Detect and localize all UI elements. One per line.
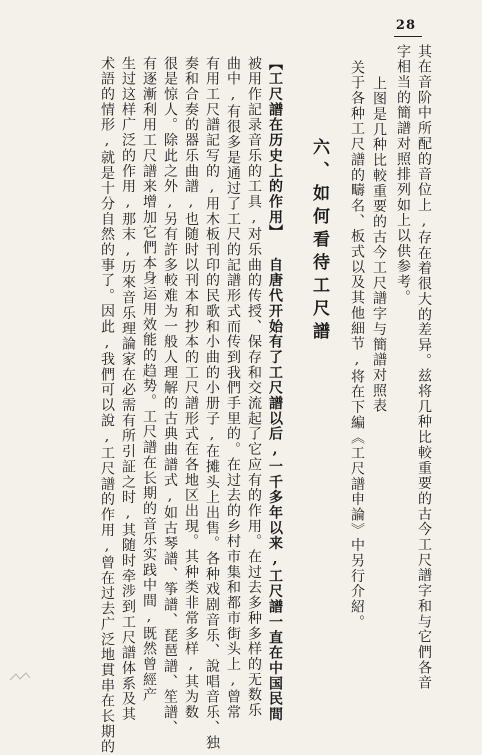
- text-column-1: 其在音阶中所配的音位上,存在着很大的差异。兹将几种比較重要的古今工尺譜字和与它們各音: [416, 44, 432, 691]
- section-heading: 六、如何看待工尺譜: [309, 138, 329, 345]
- text-column-6: 被用作記录音乐的工具,对乐曲的传授、保存和交流起了它应有的作用。在过去多种多样的无数乐: [246, 56, 262, 719]
- text-column-10: 很是惊人。除此之外,另有許多較难为一般人理解的古典曲譜式,如古琴譜、筝譜、琵琶譜、笙譜、: [162, 56, 178, 736]
- margin-ink-mark: [8, 670, 32, 684]
- text-column-13: 术語的情形,就是十分自然的事了。因此,我們可以說,工尺譜的作用,曾在过去广泛地貫串在长期的: [99, 56, 115, 755]
- text-column-2: 字相当的簡譜对照排列如上以供参考。: [395, 44, 411, 305]
- text-column-9: 奏和合奏的器乐曲譜,也随时以刊本和抄本的工尺譜形式在各地区出現。其种类非常多样,其为数: [183, 56, 199, 721]
- text-column-3: 上图是几种比較重要的古今工尺譜字与簡譜对照表: [371, 76, 387, 414]
- text-column-11: 有逐漸利用工尺譜来增加它們本身运用效能的趋势。工尺譜在长期的音乐实践中間,既然曾經产: [141, 56, 157, 703]
- page-number: 28: [395, 18, 416, 33]
- text-column-4: 关于各种工尺譜的疇名、板式以及其他細节,将在下編《工尺譜申論》中另行介紹。: [349, 60, 365, 630]
- text-column-8: 有用工尺譜記写的,用木板刊印的民歌和小曲的小册子,在摊头上出售。各种戏剧音乐、說唱音乐、独: [204, 56, 220, 751]
- text-column-5: 【工尺譜在历史上的作用】 自唐代开始有了工尺譜以后,一千多年以来,工尺譜一直在中国民間: [267, 56, 283, 723]
- page-number-rule: [394, 36, 422, 37]
- text-column-12: 生过这样广泛的作用,那末,历來音乐理論家在必需有所引証之时,其随时牵涉到工尺譜体系及其: [120, 56, 136, 723]
- text-column-7: 曲中,有很多是通过了工尺的記譜形式而传到我們手里的。在过去的乡村市集和都市街头上,曾常: [225, 56, 241, 721]
